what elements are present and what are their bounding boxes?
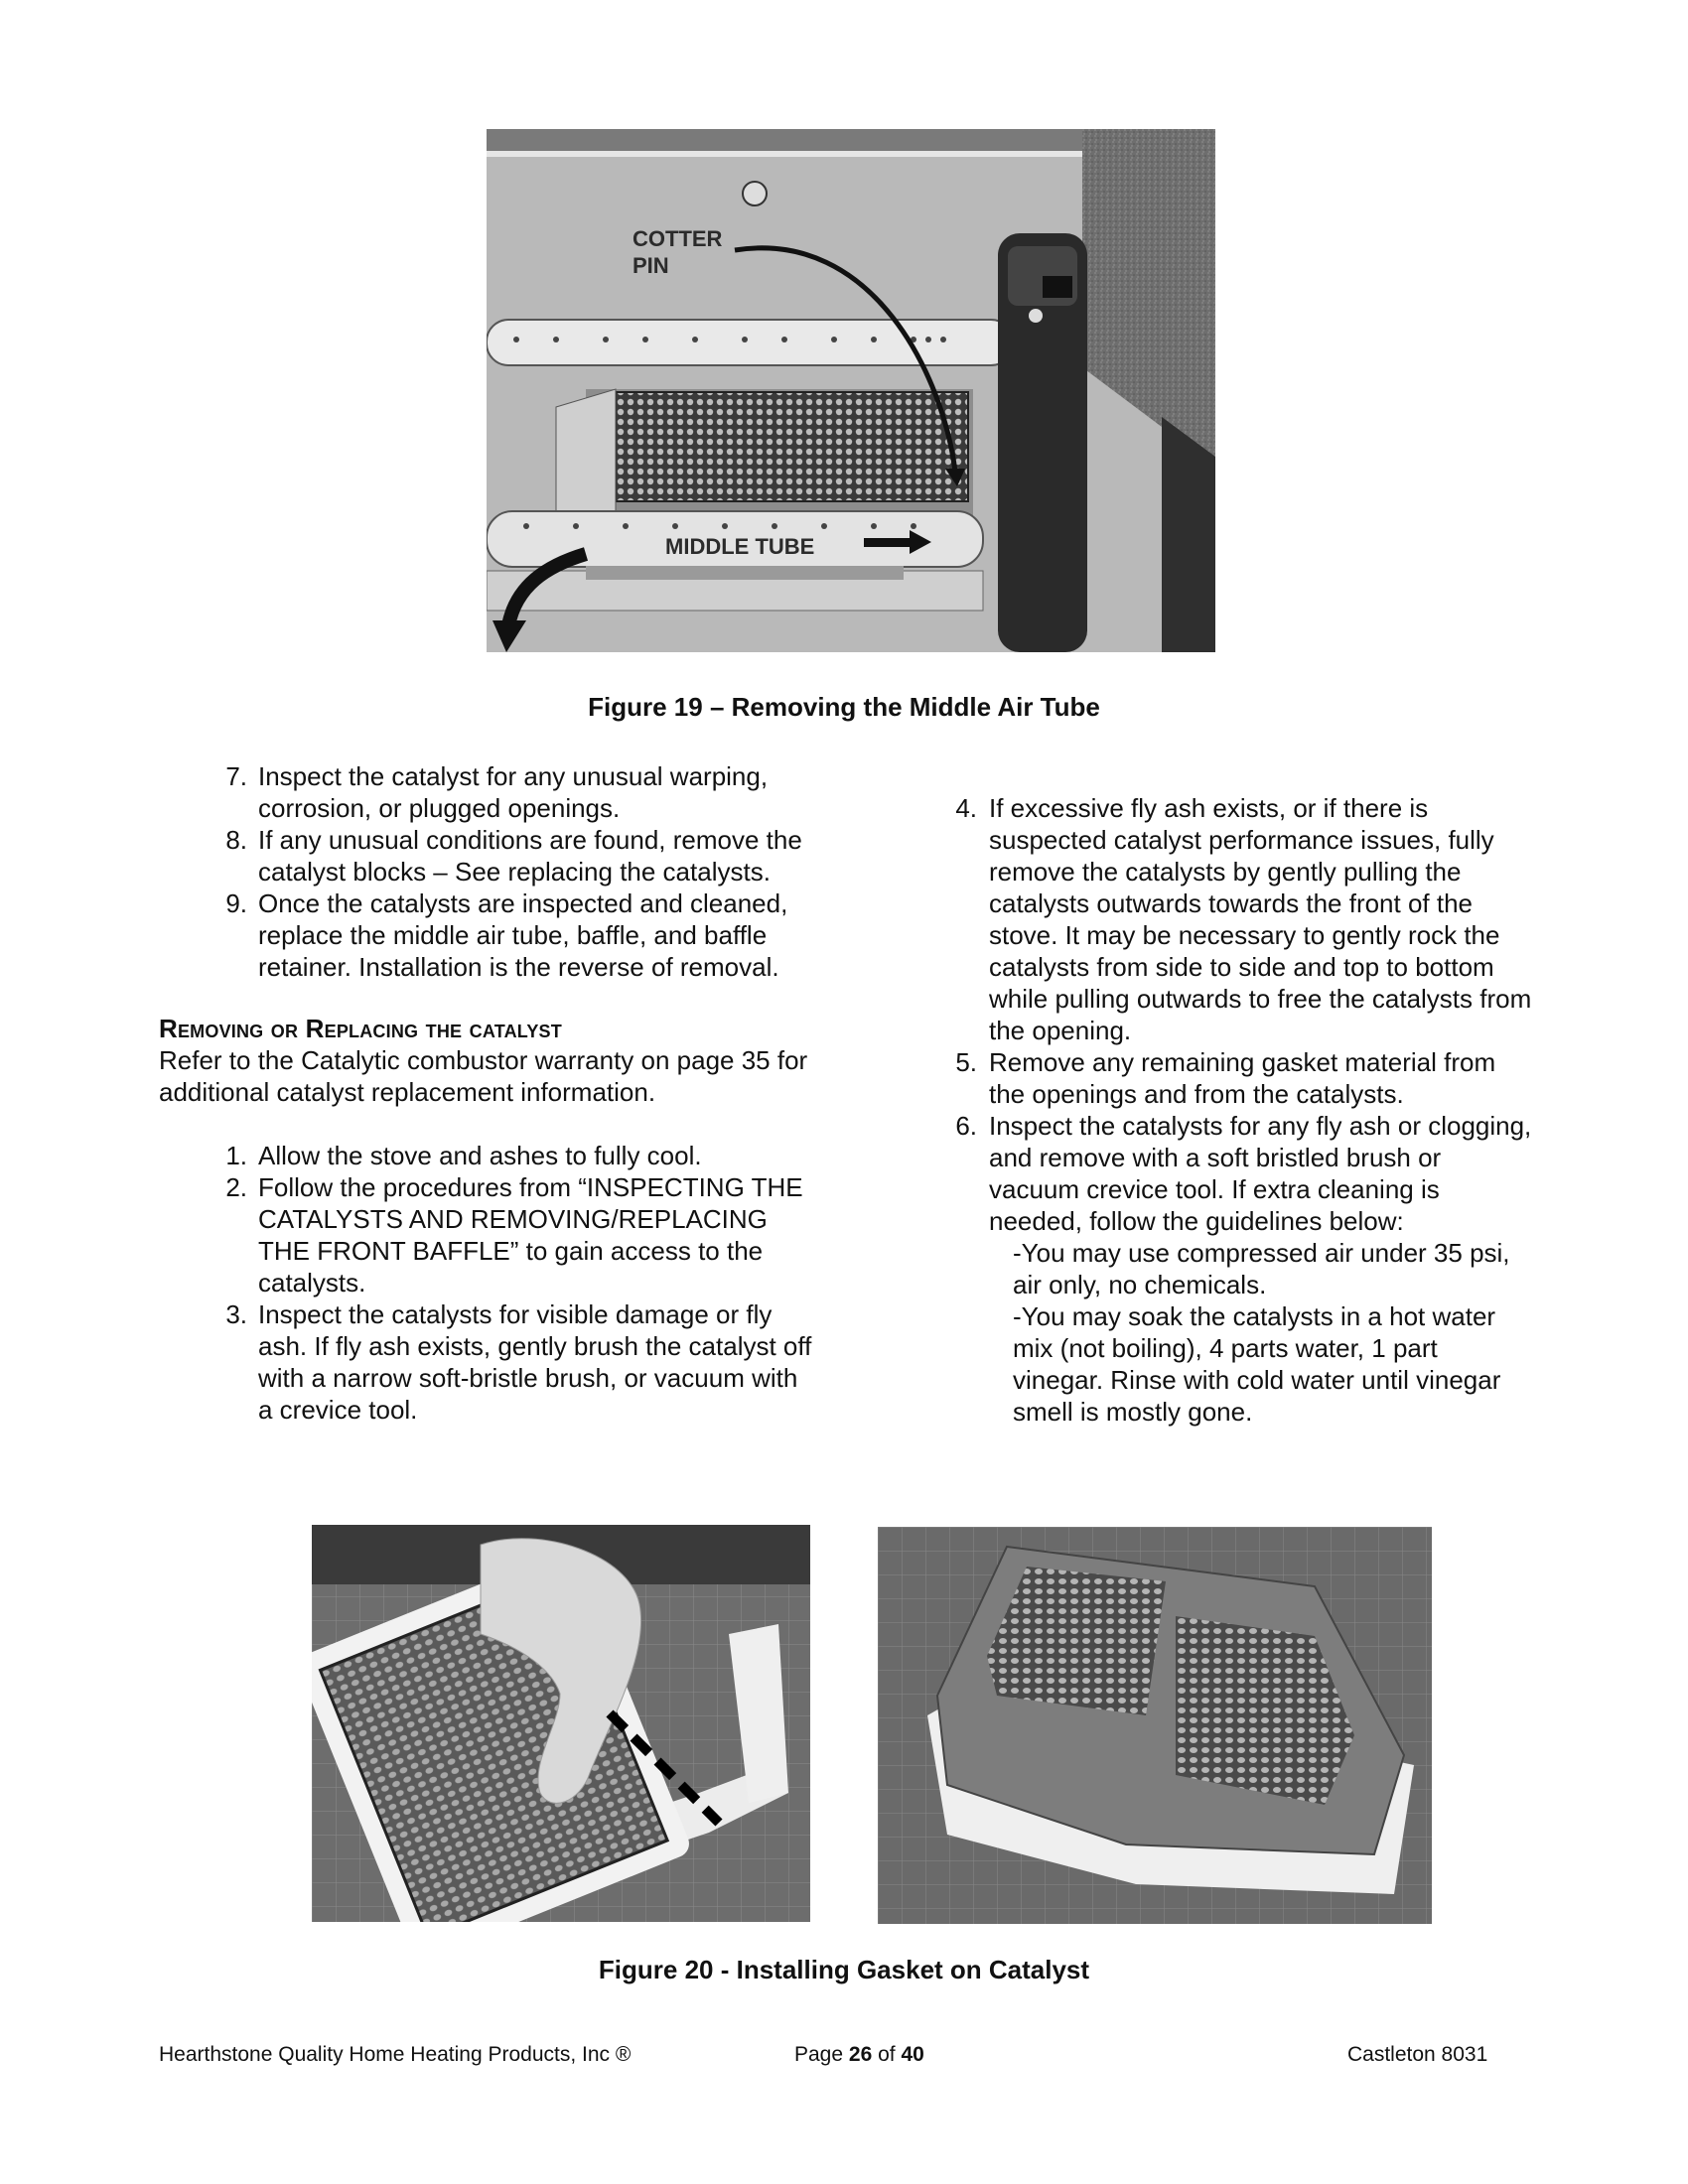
footer-company: Hearthstone Quality Home Heating Products, Inc ® <box>159 2043 632 2066</box>
list-item: 6. Inspect the catalysts for any fly ash or clogging, and remove with a soft bristled brush or vacuum crevice tool. If extra cleaning is needed, follow the guidelines below: -You may use compressed air under 35 psi, air only, no chemicals. -You may soak the catalysts in a hot water mix (not boiling), 4 parts water, 1 part vinegar. Rinse with cold water until vinegar smell is mostly gone. <box>919 1110 1535 1428</box>
list-item: 2. Follow the procedures from “INSPECTING THE CATALYSTS AND REMOVING/REPLACING THE FRONT BAFFLE” to gain access to the catalysts. <box>225 1172 803 1297</box>
catalyst-with-gasket-image <box>312 1525 810 1922</box>
list-item: 7. Inspect the catalyst for any unusual warping, corrosion, or plugged openings. <box>225 761 769 823</box>
list-item: 4. If excessive fly ash exists, or if there is suspected catalyst performance issues, fully remove the catalysts by gently pulling the catalysts outwards towards the front of the stove. It may be necessary to gently rock the catalysts from side to side and top to bottom while pulling outwards to free the catalysts from the opening. <box>955 793 1532 1045</box>
cotter-label-line2: PIN <box>633 253 669 278</box>
list-item: 8. If any unusual conditions are found, remove the catalyst blocks – See replacing the catalysts. <box>225 825 802 887</box>
footer-page-number: Page 26 of 40 <box>794 2043 924 2066</box>
right-column <box>919 792 1535 1428</box>
gasket-photo-installed <box>878 1527 1432 1924</box>
figure-20-caption: Figure 20 - Installing Gasket on Catalyst <box>598 1955 1090 1984</box>
wrapped-catalyst-image <box>878 1527 1432 1924</box>
figure-19-image <box>487 129 1215 652</box>
cotter-label-line1: COTTER <box>633 226 723 251</box>
steps-4-6 <box>919 792 1535 1428</box>
left-column <box>159 760 814 1426</box>
section-heading: Removing or Replacing the catalyst <box>159 1014 562 1043</box>
cleaning-note-air: -You may use compressed air under 35 psi, air only, no chemicals. <box>1013 1238 1510 1299</box>
gasket-photo-hand <box>312 1525 810 1922</box>
steps-1-3 <box>159 1140 814 1426</box>
list-item: 9. Once the catalysts are inspected and cleaned, replace the middle air tube, baffle, and baffle retainer. Installation is the reverse of removal. <box>225 888 788 982</box>
stove-diagram <box>487 129 1215 652</box>
steps-7-9 <box>159 760 814 983</box>
list-item: 1. Allow the stove and ashes to fully cool. <box>225 1141 702 1170</box>
figure-19-caption: Figure 19 – Removing the Middle Air Tube <box>588 692 1100 722</box>
section-intro: Refer to the Catalytic combustor warranty on page 35 for additional catalyst replacement information. <box>159 1045 808 1107</box>
cleaning-note-soak: -You may soak the catalysts in a hot water mix (not boiling), 4 parts water, 1 part vinegar. Rinse with cold water until vinegar smell is mostly gone. <box>1013 1301 1501 1427</box>
footer-model: Castleton 8031 <box>1347 2043 1488 2066</box>
list-item: 3. Inspect the catalysts for visible damage or fly ash. If fly ash exists, gently brush the catalyst off with a narrow soft-bristle brush, or vacuum with a crevice tool. <box>225 1299 812 1425</box>
list-item: 5. Remove any remaining gasket material from the openings and from the catalysts. <box>955 1047 1496 1109</box>
middle-tube-label: MIDDLE TUBE <box>665 534 815 559</box>
